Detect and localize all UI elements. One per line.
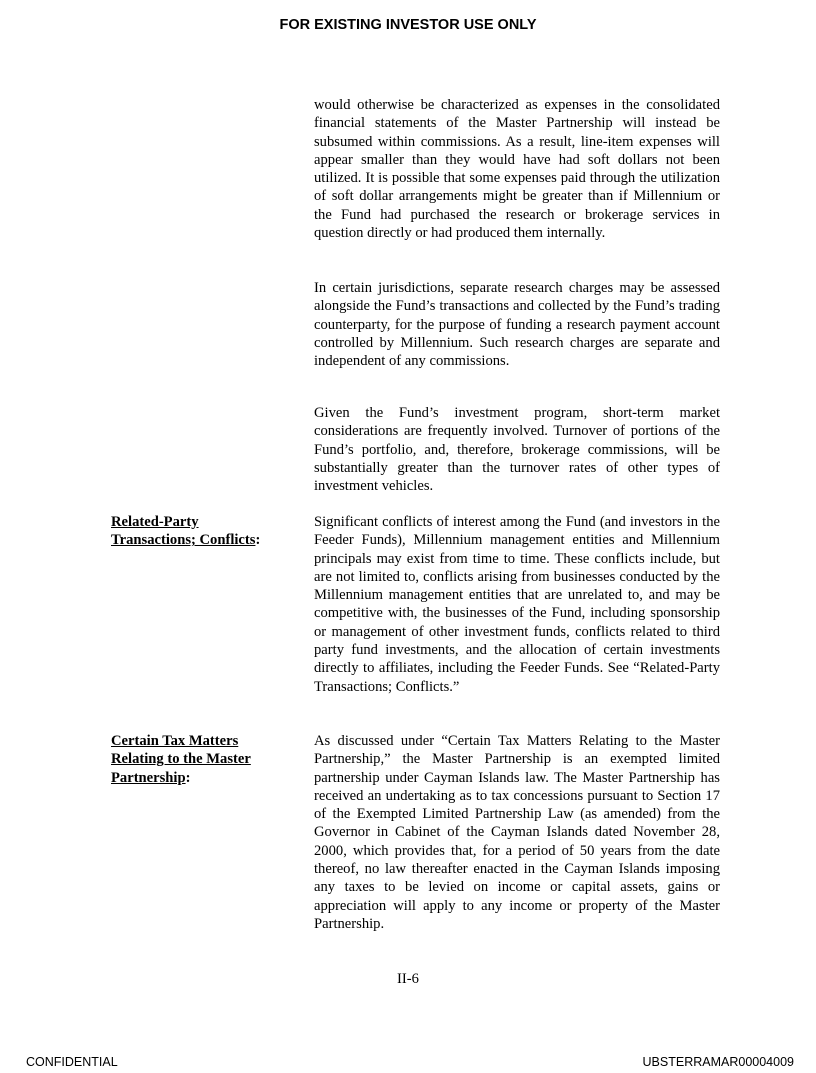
page-header: FOR EXISTING INVESTOR USE ONLY — [279, 17, 537, 33]
side-heading-related-party — [111, 513, 301, 550]
side-heading-colon: : — [185, 769, 191, 786]
paragraph-soft-dollar-expenses: would otherwise be characterized as expenses in the consolidated financial statements of the Master Partnership will instead be subsumed within commissions. As a result, line-item expenses will appear smaller than they would have had soft dollars not been utilized. It is possible that some expenses paid through the utilization of soft dollar arrangements might be greater than if Millennium or the Fund had purchased the research or brokerage services in question directly or had produced them internally. — [314, 97, 720, 242]
side-heading-line: Certain Tax Matters — [111, 733, 239, 749]
side-heading-tax-matters — [111, 732, 301, 787]
paragraph-tax-matters: As discussed under “Certain Tax Matters Relating to the Master Partnership,” the Master Partnership is an exempted limited partnership under Cayman Islands law. The Master Partnership has received an undertaking as to tax concessions pursuant to Section 17 of the Exempted Limited Partnership Law (as amended) from the Governor in Cabinet of the Cayman Islands dated November 28, 2000, which provides that, for a period of 50 years from the date thereof, no law thereafter enacted in the Cayman Islands imposing any taxes to be levied on income or capital assets, gains or appreciation will apply to any income or property of the Master Partnership. — [314, 733, 720, 932]
side-heading-line: Partnership — [111, 769, 186, 786]
footer-confidential: CONFIDENTIAL — [26, 1055, 118, 1069]
footer-bates-number: UBSTERRAMAR00004009 — [642, 1055, 794, 1069]
side-heading-colon: : — [255, 532, 261, 549]
page-number: II-6 — [397, 971, 419, 987]
paragraph-research-charges: In certain jurisdictions, separate research charges may be assessed alongside the Fund’s transactions and collected by the Fund’s trading counterparty, for the purpose of funding a research payment account controlled by Millennium. Such research charges are separate and independent of any commissions. — [314, 280, 720, 370]
side-heading-line: Relating to the Master — [111, 751, 251, 768]
paragraph-turnover: Given the Fund’s investment program, short-term market considerations are frequently involved. Turnover of portions of the Fund’s portfolio, and, therefore, brokerage commissions, will be substantially greater than the turnover rates of other types of investment vehicles. — [314, 405, 720, 495]
side-heading-line: Related-Party — [111, 514, 199, 530]
paragraph-conflicts: Significant conflicts of interest among the Fund (and investors in the Feeder Funds), Millennium management entities and Millennium principals may exist from time to time. These conflicts include, but are not limited to, conflicts arising from businesses conducted by the Millennium management entities that are unrelated to, and may be competitive with, the businesses of the Fund, including sponsorship or management of other investment funds, conflicts related to third party fund investments, and the allocation of certain investments directly to affiliates, including the Feeder Funds. See “Related-Party Transactions; Conflicts.” — [314, 514, 720, 695]
side-heading-line: Transactions; Conflicts — [111, 532, 256, 549]
